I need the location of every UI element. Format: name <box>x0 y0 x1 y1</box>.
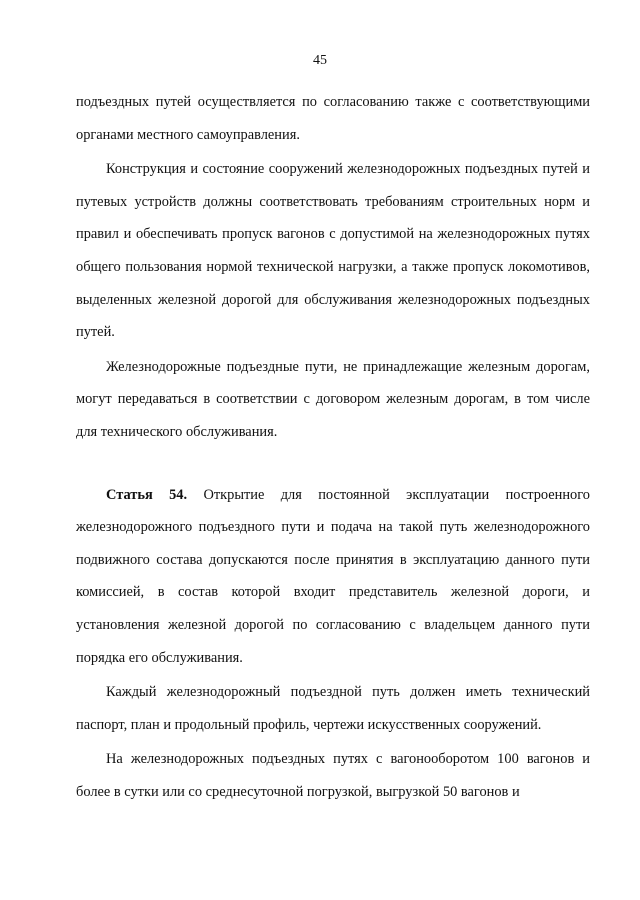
paragraph-passport: Каждый железнодорожный подъездной путь должен иметь технический паспорт, план и продольный профиль, чертежи искусственных сооружений. <box>76 684 590 733</box>
paragraph-transfer: Железнодорожные подъездные пути, не принадлежащие железным дорогам, могут передаваться в соответствии с договором железным дорогам, в том числе для технического обслуживания. <box>76 358 590 440</box>
paragraph-construction: Конструкция и состояние сооружений железнодорожных подъездных путей и путевых устройств должны соответствовать требованиям строительных норм и правил и обеспечивать пропуск вагонов с допустимой на железнодорожных путях общего пользования нормой технической нагрузки, а также пропуск локомотивов, выделенных железной дорогой для обслуживания железнодорожных подъездных путей. <box>76 161 590 341</box>
article-54-paragraph <box>76 479 590 675</box>
paragraph-turnover: На железнодорожных подъездных путях с вагонооборотом 100 вагонов и более в сутки или со среднесуточной погрузкой, выгрузкой 50 вагонов и <box>76 751 590 800</box>
article-text: Открытие для постоянной эксплуатации построенного железнодорожного подъездного пути и подача на такой путь железнодорожного подвижного состава допускаются после принятия в эксплуатацию данного пути комиссией, в состав которой входит представитель железной дороги, и установления железной дорогой по согласованию с владельцем данного пути порядка его обслуживания. <box>76 486 590 666</box>
paragraph-continuation: подъездных путей осуществляется по согласованию также с соответствующими органами местного самоуправления. <box>76 94 590 143</box>
page-number: 45 <box>313 53 327 68</box>
document-body <box>76 86 590 808</box>
article-label: Статья 54. <box>106 486 188 503</box>
